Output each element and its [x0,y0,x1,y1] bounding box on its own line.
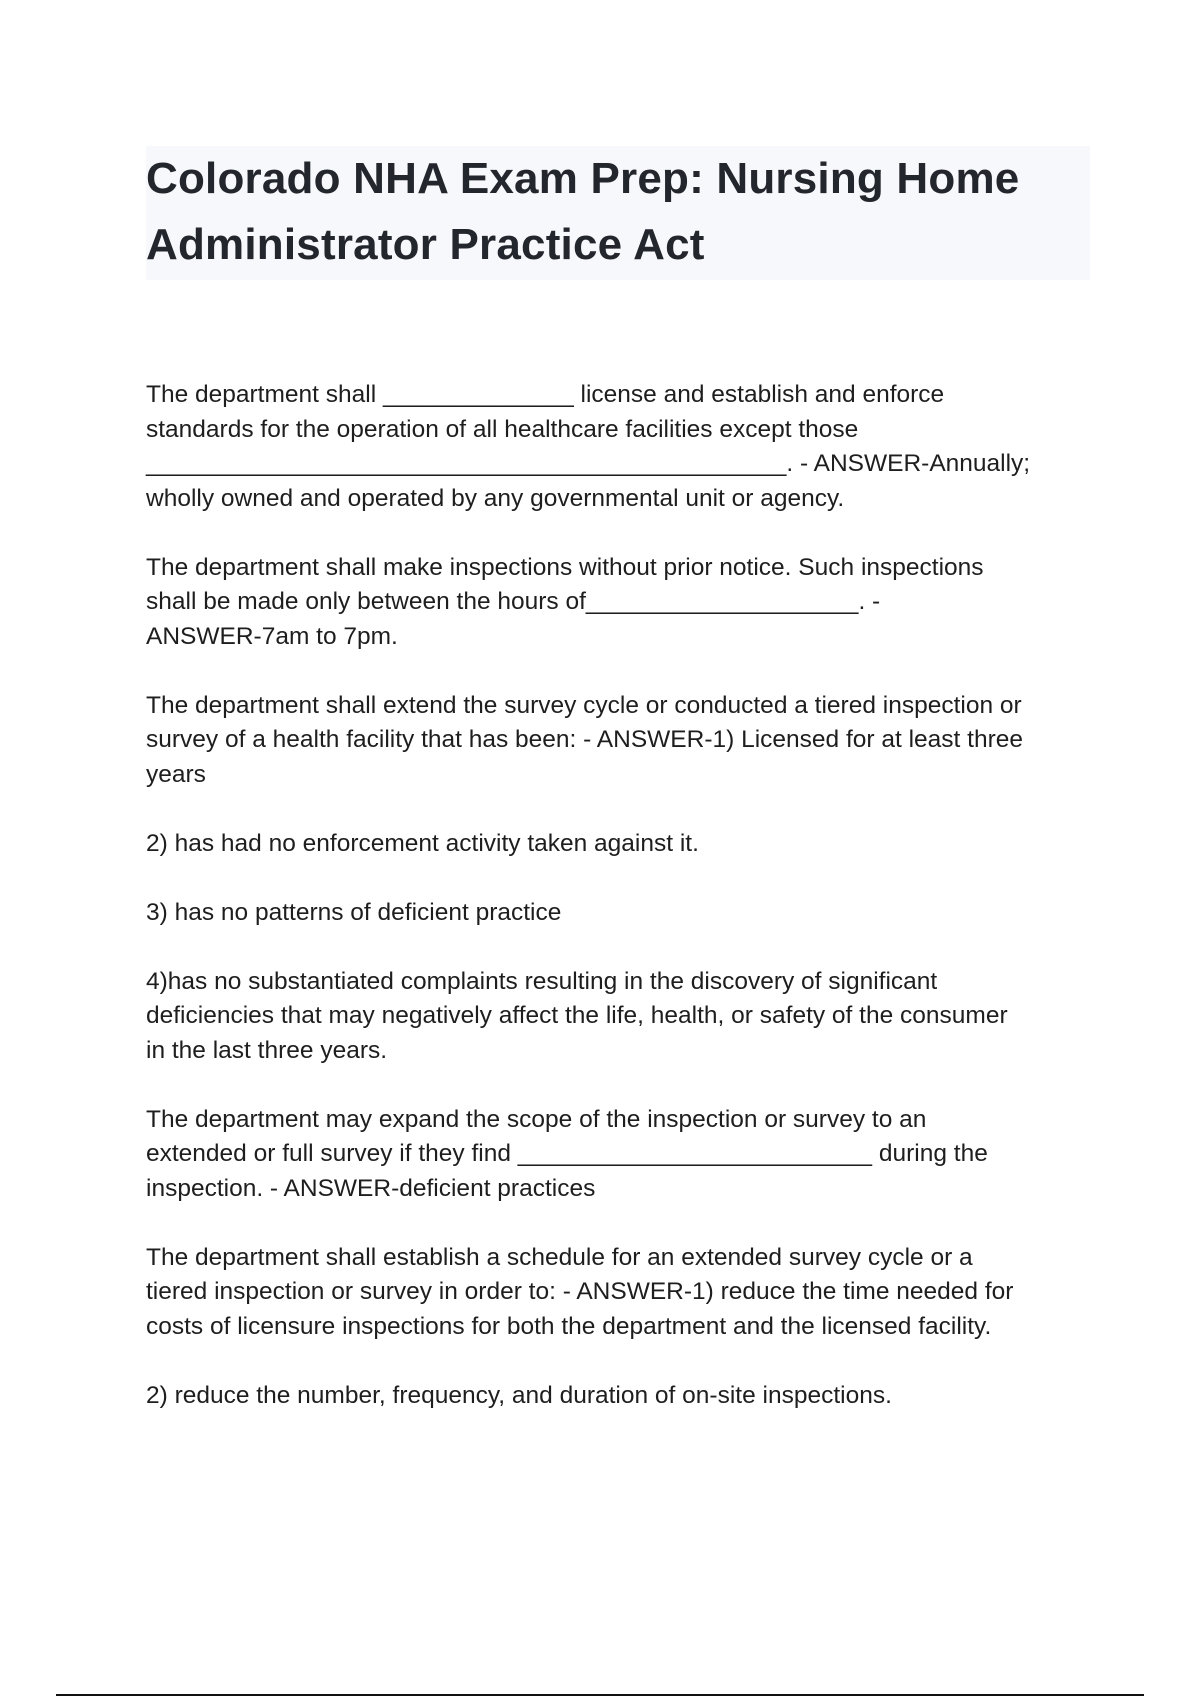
page-bottom-rule [56,1694,1144,1696]
title-line-2: Administrator Practice Act [146,220,705,269]
answer-list-item: 4)has no substantiated complaints resulting in the discovery of significant deficiencies that may negatively affect the life, health, or safety of the consumer in the last three years. [146,967,1008,1064]
document-body [146,378,1090,1448]
question-paragraph: The department shall establish a schedule for an extended survey cycle or a tiered inspection or survey in order to: - ANSWER-1) reduce the time needed for costs of licensure inspections for both the department and the licensed facility. [146,1243,1014,1340]
title-line-1: Colorado NHA Exam Prep: Nursing Home [146,154,1020,203]
answer-list-item: 2) reduce the number, frequency, and duration of on-site inspections. [146,1381,892,1409]
question-paragraph: The department shall make inspections without prior notice. Such inspections shall be made only between the hours of____________________. - ANSWER-7am to 7pm. [146,553,984,650]
question-paragraph: The department shall ______________ license and establish and enforce standards for the operation of all healthcare facilities except those _______________________________________________. - ANSWER-Annually; wholly owned and operated by any governmental unit or agency. [146,381,1031,512]
question-paragraph: The department shall extend the survey cycle or conducted a tiered inspection or survey of a health facility that has been: - ANSWER-1) Licensed for at least three years [146,691,1023,788]
question-paragraph: The department may expand the scope of the inspection or survey to an extended or full survey if they find __________________________ during the inspection. - ANSWER-deficient practices [146,1105,988,1202]
title-block [146,146,1090,280]
page-title [146,146,1090,278]
answer-list-item: 2) has had no enforcement activity taken against it. [146,829,699,857]
answer-list-item: 3) has no patterns of deficient practice [146,898,562,926]
